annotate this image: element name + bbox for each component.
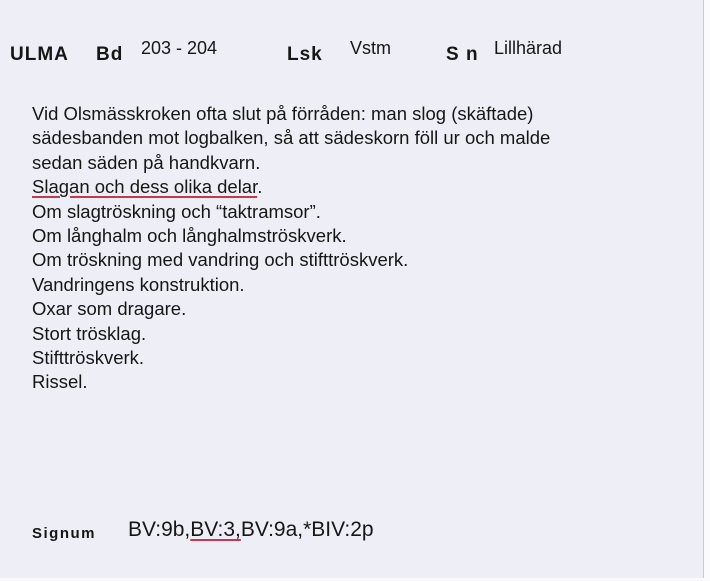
underlined-phrase: Slagan och dess olika delar xyxy=(32,176,258,198)
signum-part: BV:9a,*BIV:2p xyxy=(240,518,374,541)
body-line: Vandringens konstruktion. xyxy=(32,273,245,295)
body-line: sädesbanden mot logbalken, så att sädeskorn föll ur och malde xyxy=(32,127,551,149)
signum-row xyxy=(32,516,672,546)
bd-label: Bd xyxy=(96,44,124,65)
lsk-value: Vstm xyxy=(350,38,392,58)
body-line: Vid Olsmässkroken ofta slut på förråden: man slog (skäftade) xyxy=(32,103,534,124)
body-line: sedan säden på handkvarn. xyxy=(32,151,261,173)
body-line: Oxar som dragare. xyxy=(32,298,187,320)
body-line: Stort trösklag. xyxy=(32,322,147,344)
body-line: Stifttröskverk. xyxy=(32,347,145,369)
line-period: . xyxy=(257,176,263,198)
card-header xyxy=(10,34,690,68)
body-line: Rissel. xyxy=(32,371,88,393)
lsk-label: Lsk xyxy=(287,44,323,65)
signum-part: BV:9b, xyxy=(128,518,191,541)
sn-value: Lillhärad xyxy=(494,38,563,58)
signum-part-underlined: BV:3, xyxy=(190,518,241,541)
body-line: Om tröskning med vandring och stifttröskverk. xyxy=(32,249,409,271)
ulma-label: ULMA xyxy=(10,44,69,65)
body-line: Om slagtröskning och “taktramsor”. xyxy=(32,200,321,222)
body-line-underlined xyxy=(32,175,682,199)
card-body xyxy=(32,102,682,395)
body-line: Om långhalm och långhalmströskverk. xyxy=(32,225,347,247)
sn-label: S n xyxy=(446,44,479,65)
signum-value xyxy=(128,518,374,542)
bd-value: 203 - 204 xyxy=(141,38,218,58)
signum-label: Signum xyxy=(32,525,96,542)
card-right-edge xyxy=(703,0,710,581)
